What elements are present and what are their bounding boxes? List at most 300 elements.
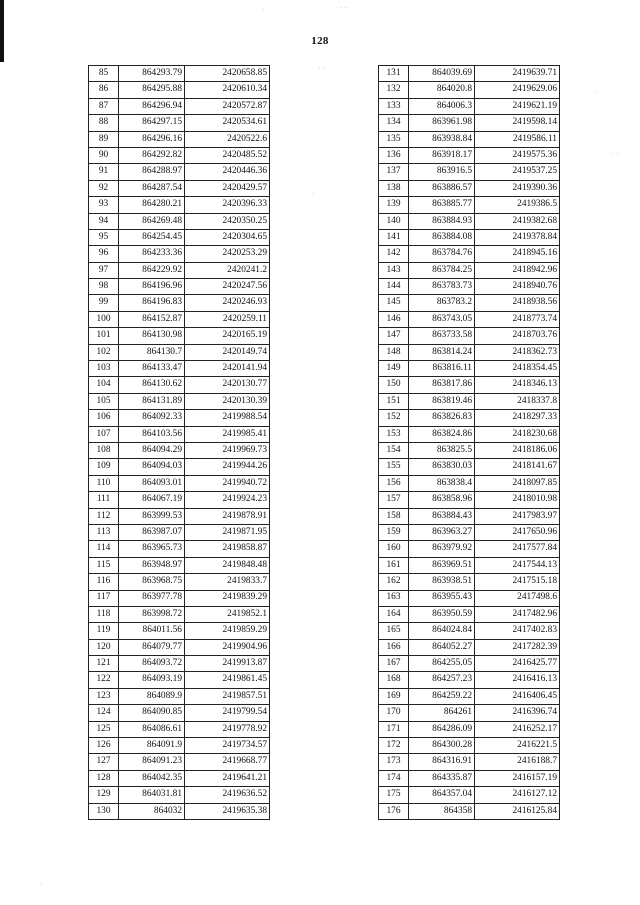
y-coordinate-cell: 2419598.14 xyxy=(475,115,560,131)
y-coordinate-cell: 2416157.19 xyxy=(475,770,560,786)
table-row xyxy=(379,623,560,639)
table-row xyxy=(379,787,560,803)
x-coordinate-cell: 864130.7 xyxy=(119,344,185,360)
table-row xyxy=(89,606,270,622)
point-number-cell: 126 xyxy=(89,738,119,754)
table-row xyxy=(89,508,270,524)
point-number-cell: 170 xyxy=(379,705,409,721)
point-number-cell: 162 xyxy=(379,574,409,590)
x-coordinate-cell: 864357.04 xyxy=(409,787,475,803)
y-coordinate-cell: 2420241.2 xyxy=(185,262,270,278)
point-number-cell: 110 xyxy=(89,475,119,491)
table-row xyxy=(89,344,270,360)
point-number-cell: 140 xyxy=(379,213,409,229)
x-coordinate-cell: 864292.82 xyxy=(119,147,185,163)
x-coordinate-cell: 864079.77 xyxy=(119,639,185,655)
point-number-cell: 118 xyxy=(89,606,119,622)
x-coordinate-cell: 864032 xyxy=(119,803,185,819)
y-coordinate-cell: 2417515.18 xyxy=(475,574,560,590)
table-row xyxy=(89,361,270,377)
x-coordinate-cell: 863817.86 xyxy=(409,377,475,393)
table-row xyxy=(379,82,560,98)
y-coordinate-cell: 2418337.8 xyxy=(475,393,560,409)
table-row xyxy=(379,115,560,131)
table-row xyxy=(379,361,560,377)
x-coordinate-cell: 863783.2 xyxy=(409,295,475,311)
y-coordinate-cell: 2420534.61 xyxy=(185,115,270,131)
y-coordinate-cell: 2419641.21 xyxy=(185,770,270,786)
y-coordinate-cell: 2419537.25 xyxy=(475,164,560,180)
x-coordinate-cell: 864358 xyxy=(409,803,475,819)
y-coordinate-cell: 2419944.26 xyxy=(185,459,270,475)
table-row xyxy=(379,442,560,458)
point-number-cell: 152 xyxy=(379,410,409,426)
y-coordinate-cell: 2419668.77 xyxy=(185,754,270,770)
point-number-cell: 176 xyxy=(379,803,409,819)
point-number-cell: 122 xyxy=(89,672,119,688)
point-number-cell: 112 xyxy=(89,508,119,524)
x-coordinate-cell: 864091.23 xyxy=(119,754,185,770)
y-coordinate-cell: 2419586.11 xyxy=(475,131,560,147)
y-coordinate-cell: 2419839.29 xyxy=(185,590,270,606)
point-number-cell: 135 xyxy=(379,131,409,147)
x-coordinate-cell: 864254.45 xyxy=(119,229,185,245)
x-coordinate-cell: 863948.97 xyxy=(119,557,185,573)
x-coordinate-cell: 864093.72 xyxy=(119,656,185,672)
table-row xyxy=(379,410,560,426)
point-number-cell: 157 xyxy=(379,492,409,508)
point-number-cell: 161 xyxy=(379,557,409,573)
y-coordinate-cell: 2419382.68 xyxy=(475,213,560,229)
y-coordinate-cell: 2419386.5 xyxy=(475,197,560,213)
point-number-cell: 123 xyxy=(89,688,119,704)
x-coordinate-cell: 863783.73 xyxy=(409,279,475,295)
table-row xyxy=(89,688,270,704)
point-number-cell: 163 xyxy=(379,590,409,606)
x-coordinate-cell: 864052.27 xyxy=(409,639,475,655)
table-row xyxy=(379,377,560,393)
table-row xyxy=(379,328,560,344)
y-coordinate-cell: 2419940.72 xyxy=(185,475,270,491)
table-row xyxy=(379,508,560,524)
table-row xyxy=(89,672,270,688)
x-coordinate-cell: 863858.96 xyxy=(409,492,475,508)
table-row xyxy=(89,590,270,606)
point-number-cell: 165 xyxy=(379,623,409,639)
x-coordinate-cell: 864092.33 xyxy=(119,410,185,426)
table-row xyxy=(89,279,270,295)
x-coordinate-cell: 863816.11 xyxy=(409,361,475,377)
y-coordinate-cell: 2419913.87 xyxy=(185,656,270,672)
scan-speck: · · xyxy=(340,4,347,12)
x-coordinate-cell: 864091.9 xyxy=(119,738,185,754)
table-row xyxy=(89,66,270,82)
table-row xyxy=(379,541,560,557)
table-row xyxy=(89,410,270,426)
table-row xyxy=(89,475,270,491)
y-coordinate-cell: 2419858.87 xyxy=(185,541,270,557)
table-row xyxy=(89,574,270,590)
y-coordinate-cell: 2419988.54 xyxy=(185,410,270,426)
x-coordinate-cell: 863963.27 xyxy=(409,524,475,540)
x-coordinate-cell: 863830.03 xyxy=(409,459,475,475)
y-coordinate-cell: 2416425.77 xyxy=(475,656,560,672)
table-row xyxy=(379,705,560,721)
table-row xyxy=(89,721,270,737)
y-coordinate-cell: 2416406.45 xyxy=(475,688,560,704)
table-row xyxy=(379,672,560,688)
table-row xyxy=(379,246,560,262)
table-row xyxy=(379,229,560,245)
y-coordinate-cell: 2417482.96 xyxy=(475,606,560,622)
point-number-cell: 158 xyxy=(379,508,409,524)
x-coordinate-cell: 864295.88 xyxy=(119,82,185,98)
y-coordinate-cell: 2419635.38 xyxy=(185,803,270,819)
y-coordinate-cell: 2418010.98 xyxy=(475,492,560,508)
x-coordinate-cell: 864257.23 xyxy=(409,672,475,688)
y-coordinate-cell: 2420246.93 xyxy=(185,295,270,311)
point-number-cell: 146 xyxy=(379,311,409,327)
table-row xyxy=(89,164,270,180)
x-coordinate-cell: 864233.36 xyxy=(119,246,185,262)
point-number-cell: 156 xyxy=(379,475,409,491)
x-coordinate-cell: 864288.97 xyxy=(119,164,185,180)
table-row xyxy=(89,639,270,655)
x-coordinate-cell: 863819.46 xyxy=(409,393,475,409)
x-coordinate-cell: 863977.78 xyxy=(119,590,185,606)
x-coordinate-cell: 864293.79 xyxy=(119,66,185,82)
coordinate-table-right-body xyxy=(379,66,560,820)
point-number-cell: 108 xyxy=(89,442,119,458)
table-row xyxy=(379,803,560,819)
y-coordinate-cell: 2418940.76 xyxy=(475,279,560,295)
point-number-cell: 94 xyxy=(89,213,119,229)
table-row xyxy=(379,688,560,704)
table-row xyxy=(379,164,560,180)
y-coordinate-cell: 2418945.16 xyxy=(475,246,560,262)
table-row xyxy=(379,606,560,622)
y-coordinate-cell: 2419848.48 xyxy=(185,557,270,573)
x-coordinate-cell: 863814.24 xyxy=(409,344,475,360)
point-number-cell: 98 xyxy=(89,279,119,295)
y-coordinate-cell: 2417498.6 xyxy=(475,590,560,606)
point-number-cell: 95 xyxy=(89,229,119,245)
point-number-cell: 166 xyxy=(379,639,409,655)
table-row xyxy=(89,295,270,311)
y-coordinate-cell: 2419734.57 xyxy=(185,738,270,754)
x-coordinate-cell: 864011.56 xyxy=(119,623,185,639)
table-row xyxy=(379,656,560,672)
table-row xyxy=(379,426,560,442)
point-number-cell: 106 xyxy=(89,410,119,426)
y-coordinate-cell: 2420304.65 xyxy=(185,229,270,245)
scan-speck: · xyxy=(596,88,599,96)
point-number-cell: 138 xyxy=(379,180,409,196)
point-number-cell: 159 xyxy=(379,524,409,540)
y-coordinate-cell: 2419636.52 xyxy=(185,787,270,803)
x-coordinate-cell: 864094.29 xyxy=(119,442,185,458)
table-row xyxy=(89,393,270,409)
x-coordinate-cell: 864094.03 xyxy=(119,459,185,475)
point-number-cell: 96 xyxy=(89,246,119,262)
point-number-cell: 130 xyxy=(89,803,119,819)
point-number-cell: 168 xyxy=(379,672,409,688)
x-coordinate-cell: 864131.89 xyxy=(119,393,185,409)
table-row xyxy=(379,557,560,573)
x-coordinate-cell: 864020.8 xyxy=(409,82,475,98)
point-number-cell: 85 xyxy=(89,66,119,82)
table-row xyxy=(379,147,560,163)
table-row xyxy=(379,754,560,770)
x-coordinate-cell: 863784.76 xyxy=(409,246,475,262)
x-coordinate-cell: 863733.58 xyxy=(409,328,475,344)
x-coordinate-cell: 864133.47 xyxy=(119,361,185,377)
table-row xyxy=(89,262,270,278)
table-row xyxy=(379,213,560,229)
point-number-cell: 102 xyxy=(89,344,119,360)
point-number-cell: 117 xyxy=(89,590,119,606)
x-coordinate-cell: 864300.28 xyxy=(409,738,475,754)
y-coordinate-cell: 2417983.97 xyxy=(475,508,560,524)
y-coordinate-cell: 2418942.96 xyxy=(475,262,560,278)
y-coordinate-cell: 2417577.84 xyxy=(475,541,560,557)
y-coordinate-cell: 2420522.6 xyxy=(185,131,270,147)
point-number-cell: 116 xyxy=(89,574,119,590)
table-row xyxy=(89,541,270,557)
point-number-cell: 155 xyxy=(379,459,409,475)
y-coordinate-cell: 2419924.23 xyxy=(185,492,270,508)
table-row xyxy=(379,639,560,655)
table-row xyxy=(379,459,560,475)
point-number-cell: 109 xyxy=(89,459,119,475)
table-row xyxy=(379,574,560,590)
y-coordinate-cell: 2420141.94 xyxy=(185,361,270,377)
x-coordinate-cell: 864093.01 xyxy=(119,475,185,491)
x-coordinate-cell: 863938.51 xyxy=(409,574,475,590)
y-coordinate-cell: 2419871.95 xyxy=(185,524,270,540)
y-coordinate-cell: 2418346.13 xyxy=(475,377,560,393)
point-number-cell: 100 xyxy=(89,311,119,327)
point-number-cell: 171 xyxy=(379,721,409,737)
y-coordinate-cell: 2418938.56 xyxy=(475,295,560,311)
x-coordinate-cell: 863979.92 xyxy=(409,541,475,557)
y-coordinate-cell: 2419878.91 xyxy=(185,508,270,524)
point-number-cell: 128 xyxy=(89,770,119,786)
x-coordinate-cell: 864089.9 xyxy=(119,688,185,704)
x-coordinate-cell: 863886.57 xyxy=(409,180,475,196)
table-row xyxy=(89,459,270,475)
point-number-cell: 142 xyxy=(379,246,409,262)
table-row xyxy=(379,295,560,311)
y-coordinate-cell: 2416416.13 xyxy=(475,672,560,688)
x-coordinate-cell: 863987.07 xyxy=(119,524,185,540)
scan-speck: · xyxy=(312,190,315,198)
table-row xyxy=(89,803,270,819)
scan-speck: · xyxy=(262,6,265,14)
y-coordinate-cell: 2419852.1 xyxy=(185,606,270,622)
table-row xyxy=(89,787,270,803)
x-coordinate-cell: 863961.98 xyxy=(409,115,475,131)
x-coordinate-cell: 864269.48 xyxy=(119,213,185,229)
point-number-cell: 129 xyxy=(89,787,119,803)
y-coordinate-cell: 2419859.29 xyxy=(185,623,270,639)
x-coordinate-cell: 864261 xyxy=(409,705,475,721)
x-coordinate-cell: 864130.62 xyxy=(119,377,185,393)
point-number-cell: 97 xyxy=(89,262,119,278)
point-number-cell: 101 xyxy=(89,328,119,344)
table-row xyxy=(89,197,270,213)
x-coordinate-cell: 863916.5 xyxy=(409,164,475,180)
point-number-cell: 144 xyxy=(379,279,409,295)
y-coordinate-cell: 2420446.36 xyxy=(185,164,270,180)
y-coordinate-cell: 2420610.34 xyxy=(185,82,270,98)
x-coordinate-cell: 863968.75 xyxy=(119,574,185,590)
point-number-cell: 86 xyxy=(89,82,119,98)
y-coordinate-cell: 2416221.5 xyxy=(475,738,560,754)
x-coordinate-cell: 864031.81 xyxy=(119,787,185,803)
x-coordinate-cell: 863938.84 xyxy=(409,131,475,147)
x-coordinate-cell: 864196.96 xyxy=(119,279,185,295)
point-number-cell: 103 xyxy=(89,361,119,377)
table-row xyxy=(89,426,270,442)
x-coordinate-cell: 863918.17 xyxy=(409,147,475,163)
point-number-cell: 105 xyxy=(89,393,119,409)
table-row xyxy=(379,197,560,213)
point-number-cell: 175 xyxy=(379,787,409,803)
table-row xyxy=(89,147,270,163)
table-row xyxy=(89,311,270,327)
y-coordinate-cell: 2420165.19 xyxy=(185,328,270,344)
table-row xyxy=(379,131,560,147)
point-number-cell: 90 xyxy=(89,147,119,163)
y-coordinate-cell: 2418141.67 xyxy=(475,459,560,475)
point-number-cell: 113 xyxy=(89,524,119,540)
y-coordinate-cell: 2420658.85 xyxy=(185,66,270,82)
point-number-cell: 153 xyxy=(379,426,409,442)
point-number-cell: 125 xyxy=(89,721,119,737)
y-coordinate-cell: 2418354.45 xyxy=(475,361,560,377)
x-coordinate-cell: 864259.22 xyxy=(409,688,475,704)
point-number-cell: 139 xyxy=(379,197,409,213)
table-row xyxy=(379,311,560,327)
table-row xyxy=(89,246,270,262)
point-number-cell: 124 xyxy=(89,705,119,721)
point-number-cell: 87 xyxy=(89,98,119,114)
x-coordinate-cell: 864296.94 xyxy=(119,98,185,114)
y-coordinate-cell: 2419857.51 xyxy=(185,688,270,704)
x-coordinate-cell: 863838.4 xyxy=(409,475,475,491)
point-number-cell: 131 xyxy=(379,66,409,82)
point-number-cell: 93 xyxy=(89,197,119,213)
x-coordinate-cell: 864229.92 xyxy=(119,262,185,278)
table-row xyxy=(89,180,270,196)
table-row xyxy=(379,492,560,508)
table-row xyxy=(379,262,560,278)
y-coordinate-cell: 2419985.41 xyxy=(185,426,270,442)
y-coordinate-cell: 2418097.85 xyxy=(475,475,560,491)
table-row xyxy=(89,623,270,639)
x-coordinate-cell: 863884.93 xyxy=(409,213,475,229)
x-coordinate-cell: 864287.54 xyxy=(119,180,185,196)
y-coordinate-cell: 2419621.19 xyxy=(475,98,560,114)
y-coordinate-cell: 2418230.68 xyxy=(475,426,560,442)
y-coordinate-cell: 2416127.12 xyxy=(475,787,560,803)
table-row xyxy=(89,738,270,754)
y-coordinate-cell: 2416252.17 xyxy=(475,721,560,737)
y-coordinate-cell: 2419639.71 xyxy=(475,66,560,82)
point-number-cell: 92 xyxy=(89,180,119,196)
table-row xyxy=(379,180,560,196)
point-number-cell: 121 xyxy=(89,656,119,672)
x-coordinate-cell: 864130.98 xyxy=(119,328,185,344)
left-margin-rule xyxy=(0,0,4,62)
point-number-cell: 104 xyxy=(89,377,119,393)
point-number-cell: 145 xyxy=(379,295,409,311)
table-row xyxy=(89,754,270,770)
y-coordinate-cell: 2419904.96 xyxy=(185,639,270,655)
x-coordinate-cell: 863825.5 xyxy=(409,442,475,458)
x-coordinate-cell: 863969.51 xyxy=(409,557,475,573)
y-coordinate-cell: 2420247.56 xyxy=(185,279,270,295)
table-row xyxy=(379,279,560,295)
y-coordinate-cell: 2419861.45 xyxy=(185,672,270,688)
x-coordinate-cell: 864006.3 xyxy=(409,98,475,114)
y-coordinate-cell: 2416125.84 xyxy=(475,803,560,819)
x-coordinate-cell: 864090.85 xyxy=(119,705,185,721)
point-number-cell: 91 xyxy=(89,164,119,180)
y-coordinate-cell: 2420396.33 xyxy=(185,197,270,213)
point-number-cell: 111 xyxy=(89,492,119,508)
point-number-cell: 160 xyxy=(379,541,409,557)
point-number-cell: 114 xyxy=(89,541,119,557)
point-number-cell: 173 xyxy=(379,754,409,770)
y-coordinate-cell: 2416396.74 xyxy=(475,705,560,721)
table-row xyxy=(379,738,560,754)
x-coordinate-cell: 863824.86 xyxy=(409,426,475,442)
x-coordinate-cell: 864024.84 xyxy=(409,623,475,639)
y-coordinate-cell: 2420572.87 xyxy=(185,98,270,114)
x-coordinate-cell: 864297.15 xyxy=(119,115,185,131)
y-coordinate-cell: 2420130.77 xyxy=(185,377,270,393)
point-number-cell: 147 xyxy=(379,328,409,344)
point-number-cell: 148 xyxy=(379,344,409,360)
y-coordinate-cell: 2420253.29 xyxy=(185,246,270,262)
y-coordinate-cell: 2417544.13 xyxy=(475,557,560,573)
x-coordinate-cell: 863999.53 xyxy=(119,508,185,524)
x-coordinate-cell: 863826.83 xyxy=(409,410,475,426)
x-coordinate-cell: 863884.08 xyxy=(409,229,475,245)
y-coordinate-cell: 2418703.76 xyxy=(475,328,560,344)
table-row xyxy=(89,442,270,458)
x-coordinate-cell: 864286.09 xyxy=(409,721,475,737)
y-coordinate-cell: 2419778.92 xyxy=(185,721,270,737)
point-number-cell: 107 xyxy=(89,426,119,442)
point-number-cell: 115 xyxy=(89,557,119,573)
y-coordinate-cell: 2416188.7 xyxy=(475,754,560,770)
point-number-cell: 149 xyxy=(379,361,409,377)
table-row xyxy=(89,492,270,508)
x-coordinate-cell: 864086.61 xyxy=(119,721,185,737)
table-row xyxy=(379,393,560,409)
x-coordinate-cell: 864103.56 xyxy=(119,426,185,442)
y-coordinate-cell: 2418297.33 xyxy=(475,410,560,426)
table-row xyxy=(379,721,560,737)
x-coordinate-cell: 864316.91 xyxy=(409,754,475,770)
point-number-cell: 89 xyxy=(89,131,119,147)
point-number-cell: 136 xyxy=(379,147,409,163)
table-row xyxy=(89,131,270,147)
y-coordinate-cell: 2420149.74 xyxy=(185,344,270,360)
